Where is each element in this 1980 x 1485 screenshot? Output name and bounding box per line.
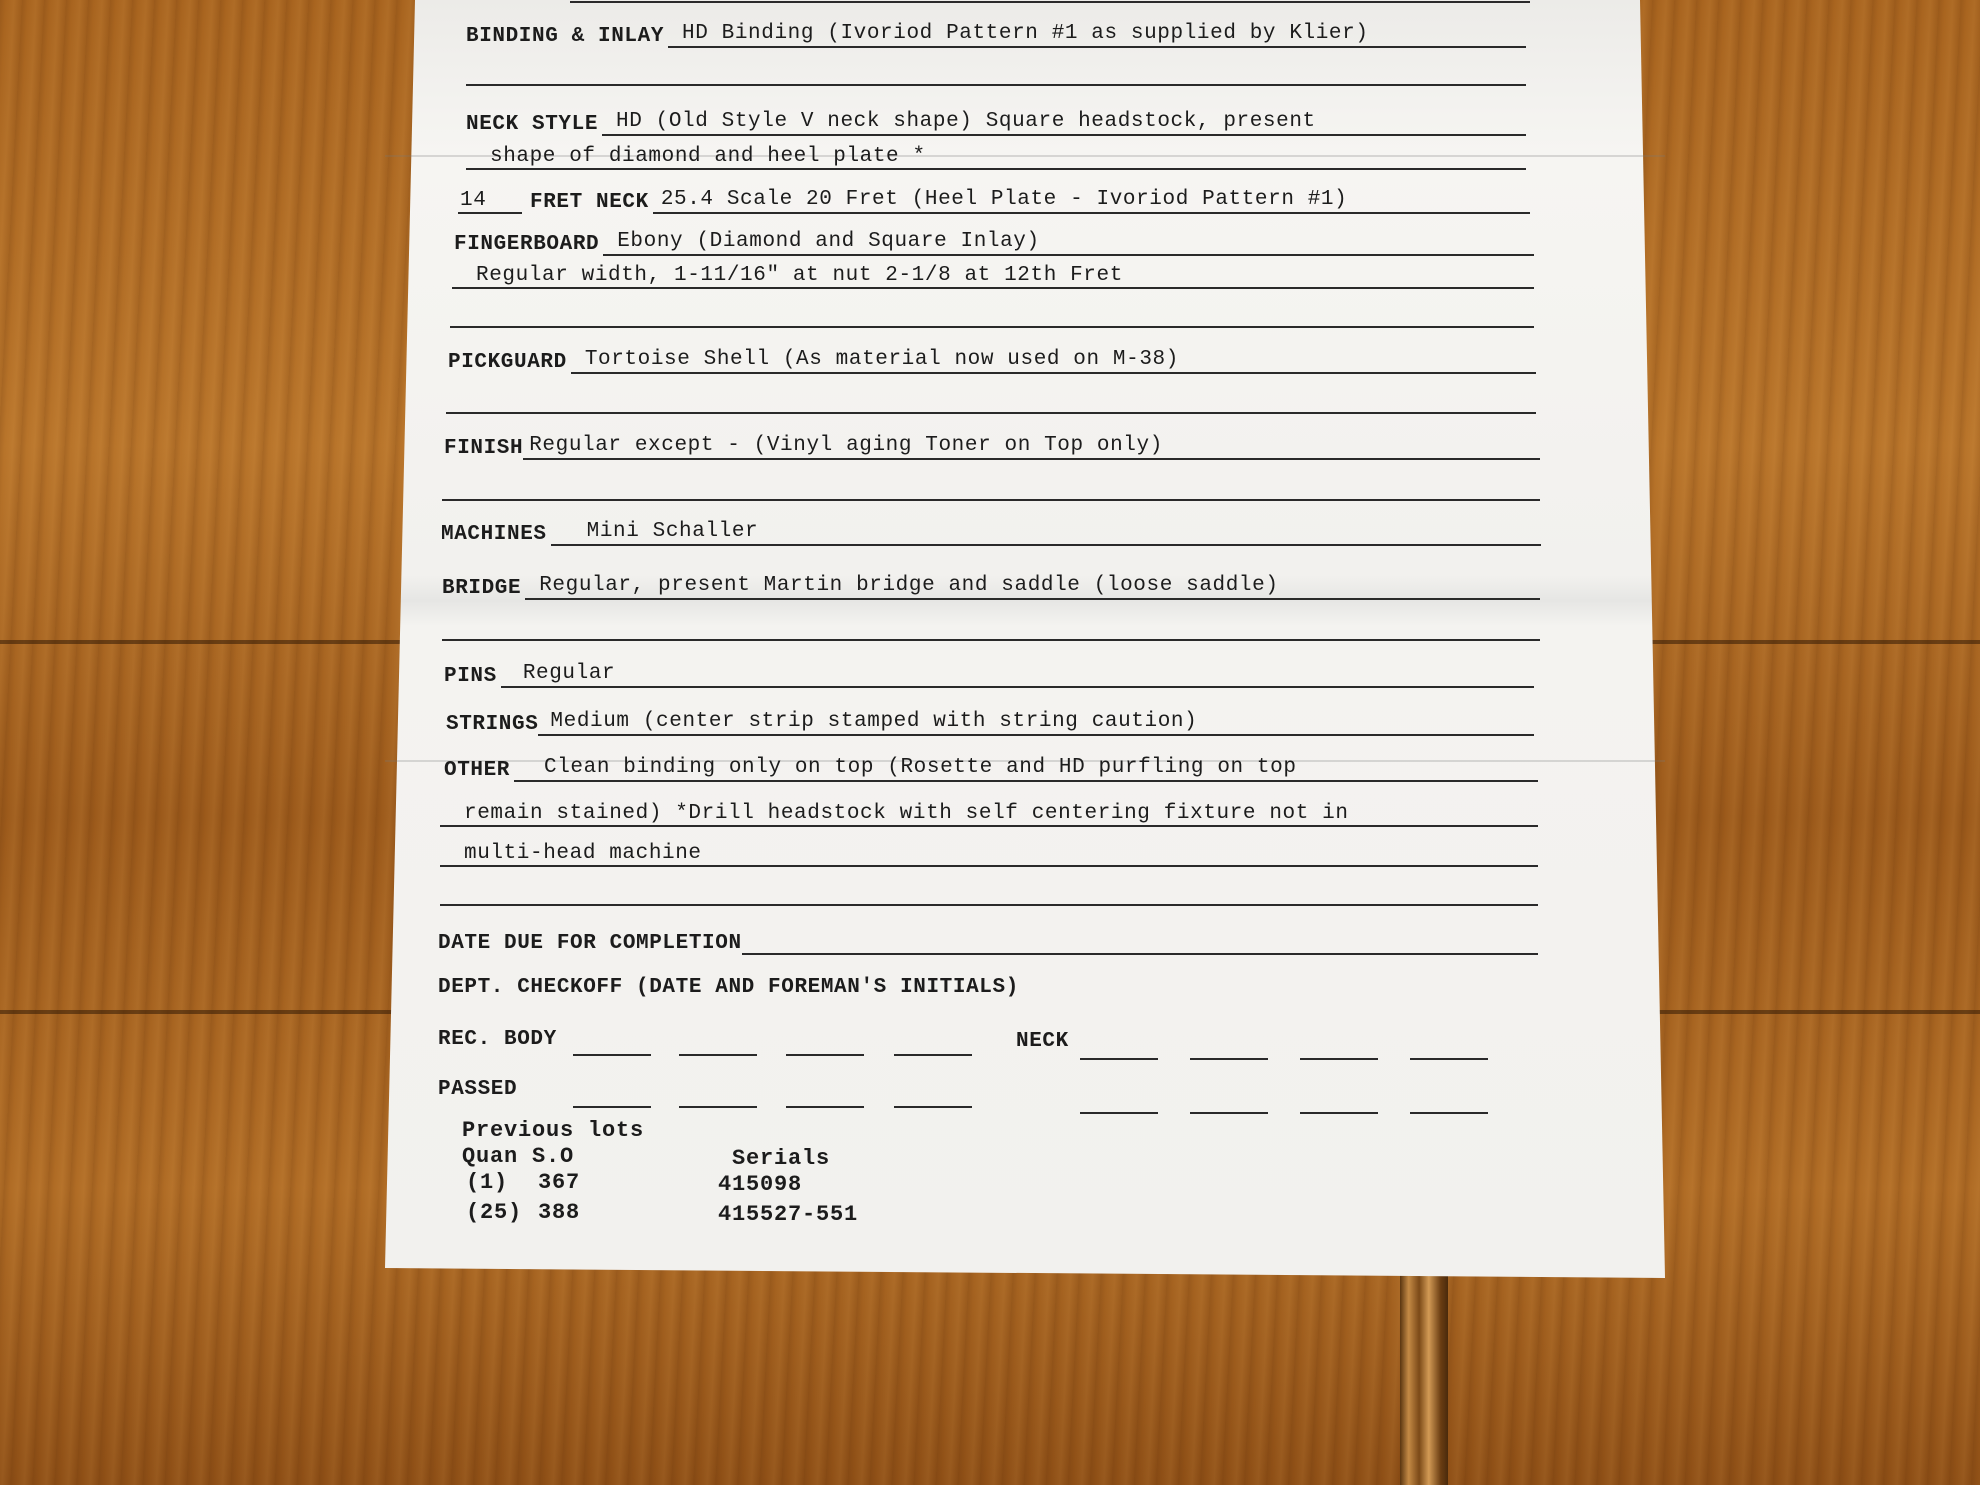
pickguard-label: PICKGUARD (448, 351, 567, 374)
neck-style-continuation: shape of diamond and heel plate * (466, 143, 1526, 170)
passed-slot (786, 1104, 864, 1108)
binding-inlay-value: HD Binding (Ivoriod Pattern #1 as supplied by Klier) (668, 22, 1526, 48)
neck-style-value: HD (Old Style V neck shape) Square headstock, present (602, 110, 1526, 136)
dept-checkoff-heading: DEPT. CHECKOFF (DATE AND FOREMAN'S INITIALS) (438, 976, 1019, 999)
pins-label: PINS (444, 665, 497, 688)
pins-value: Regular (501, 662, 1534, 688)
lot-row-quan: (25) (466, 1200, 523, 1225)
fingerboard-row (454, 230, 1534, 256)
fingerboard-continuation: Regular width, 1-11/16" at nut 2-1/8 at 12th Fret (452, 262, 1534, 289)
bridge-blank-line (442, 637, 1540, 641)
pickguard-row (448, 348, 1536, 374)
bridge-row (442, 574, 1540, 600)
date-due-row (438, 924, 1538, 955)
bridge-label: BRIDGE (442, 577, 522, 600)
neck-checkoff-label: NECK (1016, 1030, 1069, 1053)
previous-lots-header-quan: Quan S.O (462, 1144, 575, 1169)
finish-value: Regular except - (Vinyl aging Toner on Top only) (523, 434, 1540, 460)
fret-neck-value: 25.4 Scale 20 Fret (Heel Plate - Ivoriod Pattern #1) (653, 188, 1530, 214)
passed-slot (894, 1104, 972, 1108)
machines-value: Mini Schaller (551, 520, 1541, 546)
other-value: Clean binding only on top (Rosette and HD purfling on top (514, 756, 1538, 782)
pickguard-value: Tortoise Shell (As material now used on M-38) (571, 348, 1536, 374)
strings-row (446, 710, 1534, 736)
previous-lots-title: Previous lots (462, 1118, 645, 1143)
binding-inlay-label: BINDING & INLAY (466, 25, 665, 48)
top-rule (570, 0, 1530, 3)
lot-row-quan: (1) (466, 1170, 509, 1195)
machines-label: MACHINES (441, 523, 547, 546)
neck-slot (1300, 1056, 1378, 1060)
passed-slot (573, 1104, 651, 1108)
fingerboard-label: FINGERBOARD (454, 233, 600, 256)
lot-row-so: 367 (538, 1170, 581, 1195)
passed-slot (679, 1104, 757, 1108)
date-due-label: DATE DUE FOR COMPLETION (438, 932, 742, 955)
finish-blank-line (442, 497, 1540, 501)
rec-body-label: REC. BODY (438, 1028, 557, 1051)
finish-label: FINISH (444, 437, 524, 460)
bridge-value: Regular, present Martin bridge and saddle (loose saddle) (525, 574, 1540, 600)
lot-row-so: 388 (538, 1200, 581, 1225)
binding-inlay-blank-line (466, 82, 1526, 86)
neck-style-label: NECK STYLE (466, 113, 599, 136)
fret-neck-label: FRET NECK (530, 191, 649, 214)
binding-inlay-row (466, 22, 1526, 48)
previous-lots-header-serials: Serials (732, 1146, 831, 1171)
strings-label: STRINGS (446, 713, 539, 736)
pickguard-blank-line (446, 410, 1536, 414)
neck-style-row (466, 110, 1526, 136)
lot-row-serials: 415527-551 (718, 1202, 859, 1227)
wood-rail (1400, 1270, 1448, 1485)
rec-body-slot (679, 1052, 757, 1056)
other-label: OTHER (444, 759, 511, 782)
lot-row-serials: 415098 (718, 1172, 803, 1197)
passed-slot (1080, 1110, 1158, 1114)
pins-row (444, 662, 1534, 688)
fingerboard-blank-line (450, 324, 1534, 328)
fingerboard-value: Ebony (Diamond and Square Inlay) (603, 230, 1534, 256)
fret-neck-row (458, 188, 1530, 214)
rec-body-slot (894, 1052, 972, 1056)
neck-slot (1190, 1056, 1268, 1060)
passed-slot (1300, 1110, 1378, 1114)
other-continuation-1: remain stained) *Drill headstock with self centering fixture not in (440, 800, 1538, 827)
strings-value: Medium (center strip stamped with string caution) (538, 710, 1534, 736)
date-due-field (742, 924, 1538, 955)
finish-row (444, 434, 1540, 460)
passed-label: PASSED (438, 1078, 518, 1101)
other-blank-line (440, 902, 1538, 906)
passed-slot (1190, 1110, 1268, 1114)
neck-slot (1410, 1056, 1488, 1060)
fret-count: 14 (458, 189, 522, 214)
other-continuation-2: multi-head machine (440, 840, 1538, 867)
rec-body-slot (786, 1052, 864, 1056)
machines-row (441, 520, 1541, 546)
other-row (444, 756, 1538, 782)
passed-slot (1410, 1110, 1488, 1114)
rec-body-slot (573, 1052, 651, 1056)
neck-slot (1080, 1056, 1158, 1060)
